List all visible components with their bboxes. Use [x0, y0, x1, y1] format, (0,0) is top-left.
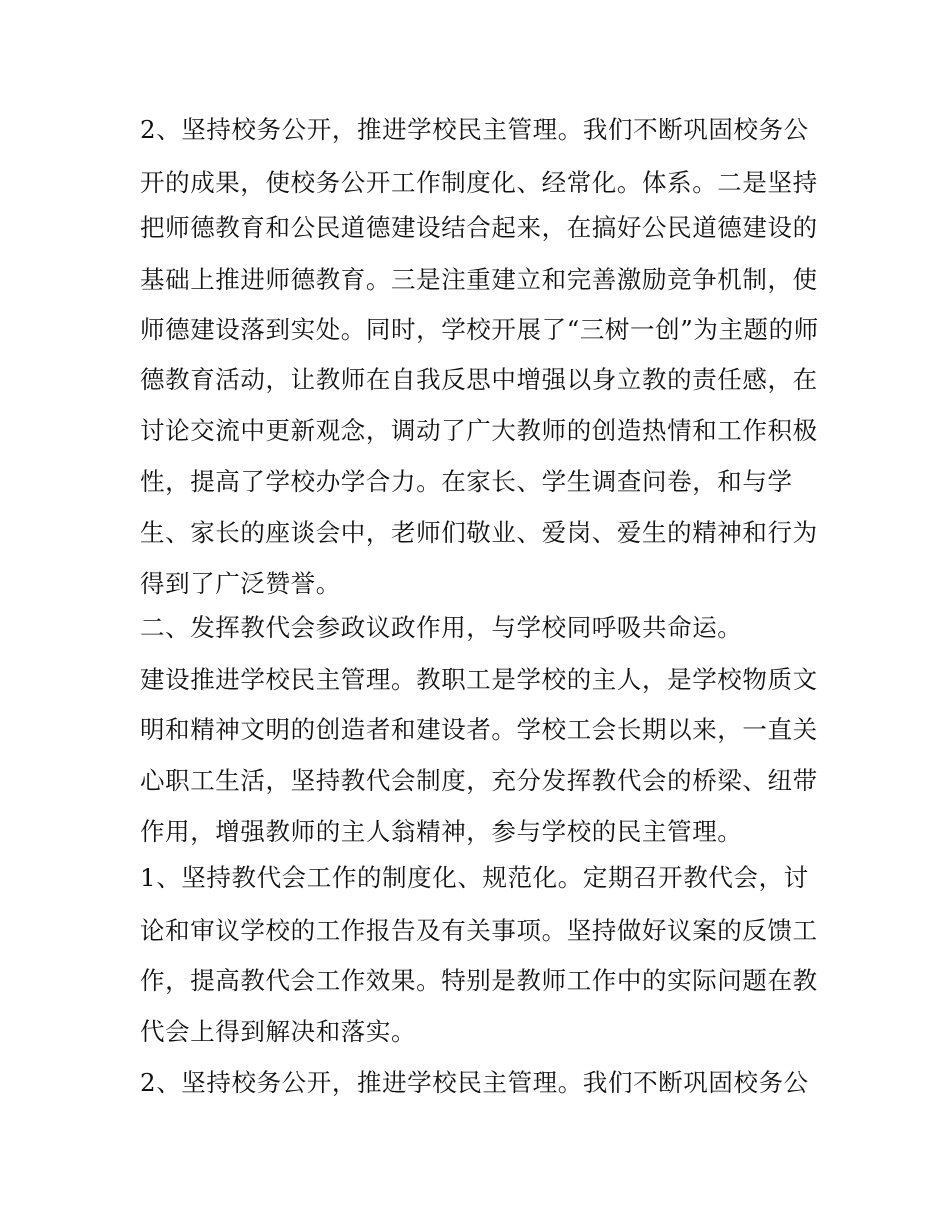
text-line: 2、坚持校务公开，推进学校民主管理。我们不断巩固校务公	[140, 1068, 809, 1097]
text-line: 作用，增强教师的主人翁精神，参与学校的民主管理。	[140, 817, 743, 846]
text-line: 建设推进学校民主管理。教职工是学校的主人，是学校物质文	[140, 665, 818, 694]
text-line: 心职工生活，坚持教代会制度，充分发挥教代会的桥梁、纽带	[140, 766, 818, 795]
text-line: 明和精神文明的创造者和建设者。学校工会长期以来，一直关	[140, 715, 818, 744]
text-line: 师德建设落到实处。同时，学校开展了“三树一创”为主题的师	[140, 315, 819, 344]
text-line: 2、坚持校务公开，推进学校民主管理。我们不断巩固校务公	[140, 115, 809, 144]
section-heading: 二、发挥教代会参政议政作用，与学校同呼吸共命运。	[140, 613, 743, 642]
text-line: 论和审议学校的工作报告及有关事项。坚持做好议案的反馈工	[140, 916, 818, 945]
text-line: 生、家长的座谈会中，老师们敬业、爱岗、爱生的精神和行为	[140, 518, 818, 547]
text-line: 得到了广泛赞誉。	[140, 569, 341, 598]
text-line: 作，提高教代会工作效果。特别是教师工作中的实际问题在教	[140, 966, 818, 995]
text-line: 1、坚持教代会工作的制度化、规范化。定期召开教代会，讨	[140, 863, 809, 892]
text-line: 基础上推进师德教育。三是注重建立和完善激励竞争机制，使	[140, 265, 818, 294]
text-line: 讨论交流中更新观念，调动了广大教师的创造热情和工作积极	[140, 416, 818, 445]
text-line: 性，提高了学校办学合力。在家长、学生调查问卷，和与学	[140, 467, 793, 496]
text-line: 把师德教育和公民道德建设结合起来，在搞好公民道德建设的	[140, 213, 818, 242]
text-line: 代会上得到解决和落实。	[140, 1017, 417, 1046]
text-line: 德教育活动，让教师在自我反思中增强以身立教的责任感，在	[140, 365, 818, 394]
text-line: 开的成果，使校务公开工作制度化、经常化。体系。二是坚持	[140, 168, 818, 197]
